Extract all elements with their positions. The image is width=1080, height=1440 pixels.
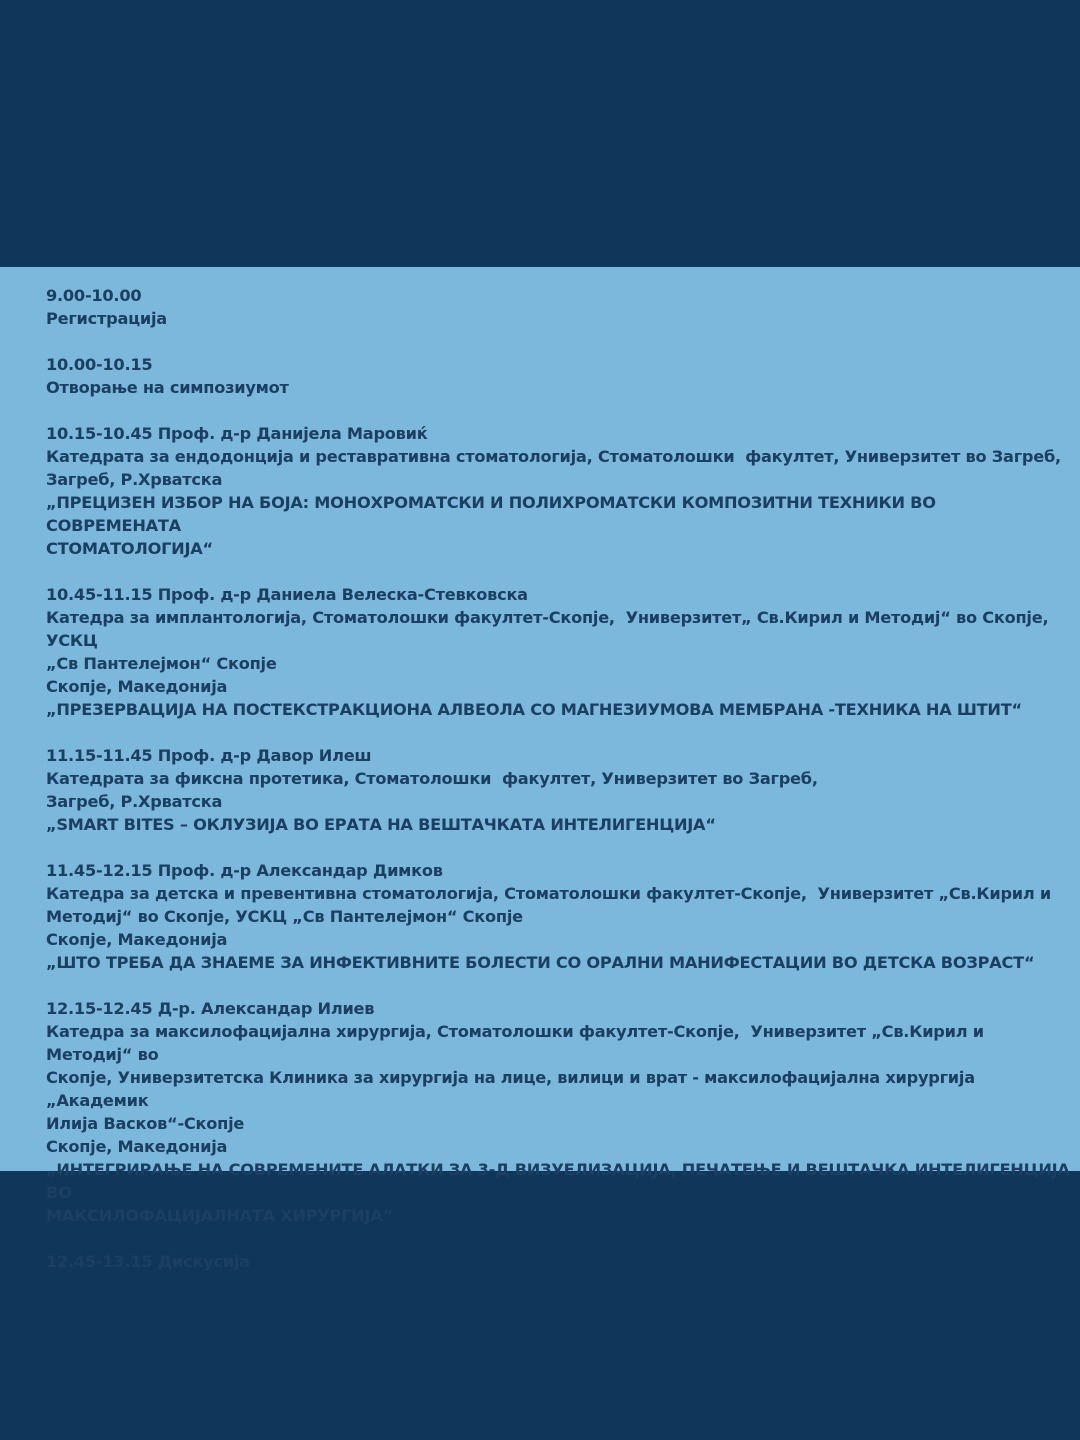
entry-text-line: Илија Васков“-Скопје <box>46 1114 245 1133</box>
entry-text-line: Катедра за максилофацијална хирургија, Стоматолошки факултет-Скопје, Универзитет „Св.Кирил и Методиј“ во <box>46 1022 990 1064</box>
entry-text-line: Регистрација <box>46 309 167 328</box>
program-entry <box>46 859 1070 974</box>
entry-time-heading: 11.45-12.15 Проф. д-р Александар Димков <box>46 861 443 880</box>
entry-text-line: „ШТО ТРЕБА ДА ЗНАЕМЕ ЗА ИНФЕКТИВНИТЕ БОЛЕСТИ СО ОРАЛНИ МАНИФЕСТАЦИИ ВО ДЕТСКА ВОЗРАСТ“ <box>46 953 1035 972</box>
entry-time-heading: 12.45-13.15 Дискусија <box>46 1252 250 1271</box>
entry-time-heading: 10.45-11.15 Проф. д-р Даниела Велеска-Стевковска <box>46 585 528 604</box>
entry-text-line: Скопје, Универзитетска Клиника за хирургија на лице, вилици и врат - максилофацијална хирургија „Академик <box>46 1068 981 1110</box>
program-entry <box>46 583 1070 721</box>
entry-text-line: Катедрата за фиксна протетика, Стоматолошки факултет, Универзитет во Загреб, <box>46 769 818 788</box>
entry-text-line: Загреб, Р.Хрватска <box>46 470 223 489</box>
program-entry <box>46 353 1070 399</box>
entry-text-line: Скопје, Македонија <box>46 677 228 696</box>
entry-text-line: „ПРЕЗЕРВАЦИЈА НА ПОСТЕКСТРАКЦИОНА АЛВЕОЛА СО МАГНЕЗИУМОВА МЕМБРАНА -ТЕХНИКА НА ШТИТ“ <box>46 700 1022 719</box>
program-entry <box>46 422 1070 560</box>
program-panel <box>0 267 1080 1271</box>
program-entry <box>46 1250 1070 1273</box>
entry-time-heading: 9.00-10.00 <box>46 286 142 305</box>
entry-text-line: „SMART BITES – ОКЛУЗИЈА ВО ЕРАТА НА ВЕШТАЧКАТА ИНТЕЛИГЕНЦИЈА“ <box>46 815 716 834</box>
entry-text-line: Скопје, Македонија <box>46 930 228 949</box>
entry-text-line: Отворање на симпозиумот <box>46 378 289 397</box>
entry-text-line: Скопје, Македонија <box>46 1137 228 1156</box>
entry-text-line: Катедра за имплантологија, Стоматолошки факултет-Скопје, Универзитет„ Св.Кирил и Методиј“ во Скопје, УСКЦ <box>46 608 1054 650</box>
entry-text-line: Методиј“ во Скопје, УСКЦ „Св Пантелејмон“ Скопје <box>46 907 523 926</box>
entry-time-heading: 12.15-12.45 Д-р. Александар Илиев <box>46 999 375 1018</box>
entry-text-line: СТОМАТОЛОГИЈА“ <box>46 539 213 558</box>
entry-time-heading: 10.00-10.15 <box>46 355 153 374</box>
entry-text-line: МАКСИЛОФАЦИЈАЛНАТА ХИРУРГИЈА“ <box>46 1206 393 1225</box>
program-list <box>46 284 1076 1273</box>
program-entry <box>46 284 1070 330</box>
program-entry <box>46 997 1076 1227</box>
entry-text-line: Катедра за детска и превентивна стоматологија, Стоматолошки факултет-Скопје, Универзитет „Св.Кирил и <box>46 884 1051 903</box>
entry-text-line: „ПРЕЦИЗЕН ИЗБОР НА БОЈА: МОНОХРОМАТСКИ И ПОЛИХРОМАТСКИ КОМПОЗИТНИ ТЕХНИКИ ВО СОВРЕМЕНАТА <box>46 493 942 535</box>
entry-time-heading: 10.15-10.45 Проф. д-р Данијела Маровиќ <box>46 424 428 443</box>
entry-text-line: „ИНТЕГРИРАЊЕ НА СОВРЕМЕНИТЕ АЛАТКИ ЗА 3-Д ВИЗУЕЛИЗАЦИЈА, ПЕЧАТЕЊЕ И ВЕШТАЧКА ИНТЕЛИГЕНЦИЈА ВО <box>46 1160 1076 1202</box>
entry-text-line: Катедрата за ендодонција и реставративна стоматологија, Стоматолошки факултет, Универзитет во Загреб, <box>46 447 1061 466</box>
entry-text-line: „Св Пантелејмон“ Скопје <box>46 654 277 673</box>
entry-text-line: Загреб, Р.Хрватска <box>46 792 223 811</box>
program-entry <box>46 744 1070 836</box>
entry-time-heading: 11.15-11.45 Проф. д-р Давор Илеш <box>46 746 372 765</box>
